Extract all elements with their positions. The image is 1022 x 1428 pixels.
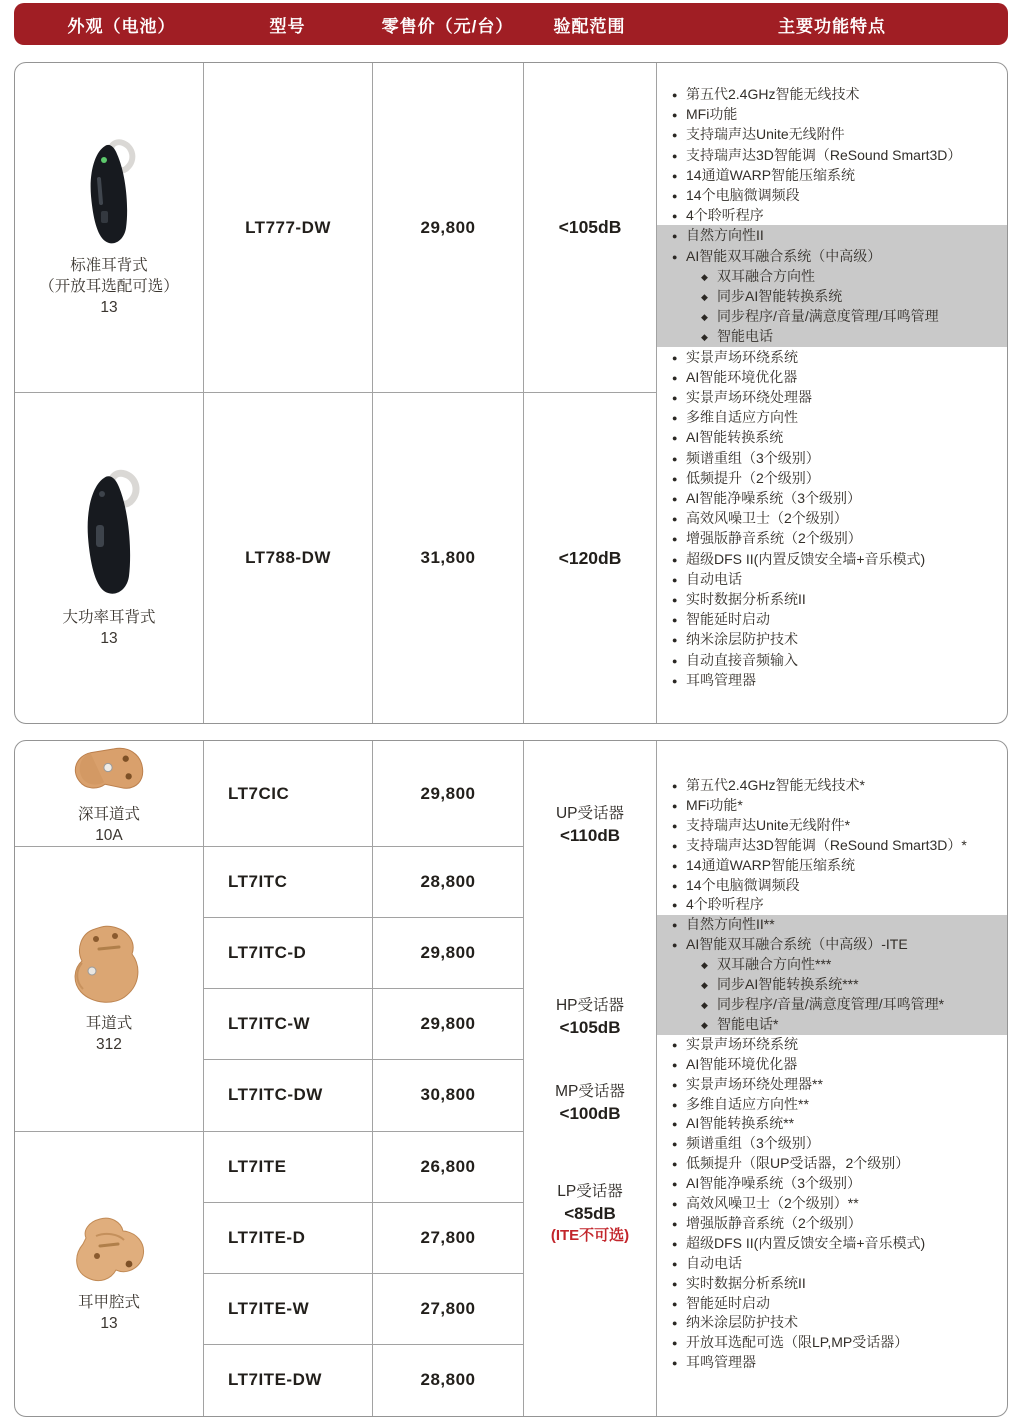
model-number: LT7ITC [228, 872, 288, 892]
retail-price: 29,800 [420, 943, 476, 963]
dot-bullet-icon: ● [672, 393, 678, 404]
feature-item [657, 975, 1007, 995]
diamond-bullet-icon: ◆ [701, 292, 708, 303]
dot-bullet-icon: ● [672, 90, 678, 100]
dot-bullet-icon: ● [672, 1258, 678, 1269]
appearance-label [86, 1013, 133, 1055]
feature-item [657, 796, 1007, 816]
appearance-line: （开放耳选配可选） [39, 278, 179, 295]
dot-bullet-icon: ● [672, 820, 678, 831]
diamond-bullet-icon: ◆ [701, 1019, 708, 1030]
fitting-range-cell [524, 393, 657, 723]
range-group-mp [524, 1081, 656, 1125]
feature-text: 14通道WARP智能压缩系统 [686, 166, 856, 183]
appearance-line: 标准耳背式 [70, 257, 148, 274]
feature-item [657, 1095, 1007, 1115]
feature-text: 智能延时启动 [686, 1294, 770, 1311]
receiver-type: HP受话器 [555, 997, 625, 1014]
header-col-range: 验配范围 [553, 16, 626, 36]
features-list-ite [657, 741, 1007, 1416]
diamond-bullet-icon: ◆ [701, 980, 708, 991]
dot-bullet-icon: ● [672, 110, 678, 121]
feature-item [657, 816, 1007, 836]
feature-text: 智能延时启动 [686, 611, 770, 628]
retail-price: 27,800 [420, 1227, 476, 1247]
feature-item [657, 225, 1007, 245]
appearance-cell-bte-standard [15, 63, 204, 393]
feature-text: 频谱重组（3个级别） [686, 449, 820, 466]
diamond-bullet-icon: ◆ [701, 960, 708, 971]
itc-device-image [63, 923, 155, 1007]
feature-text: 实景声场环绕处理器 [686, 389, 812, 406]
diamond-bullet-icon: ◆ [701, 332, 708, 343]
feature-text: 支持瑞声达Unite无线附件 [686, 126, 845, 143]
model-cell [204, 918, 373, 989]
feature-text: 增强版静音系统（2个级别） [686, 1214, 862, 1231]
dot-bullet-icon: ● [672, 1238, 678, 1249]
price-cell [373, 741, 524, 847]
feature-text: 实景声场环绕系统 [686, 1035, 798, 1052]
dot-bullet-icon: ● [672, 413, 678, 424]
feature-text: 增强版静音系统（2个级别） [686, 530, 862, 547]
fitting-range-value: <100dB [559, 1104, 621, 1123]
feature-text: AI智能双耳融合系统（中高级）-ITE [686, 936, 908, 953]
feature-item [657, 955, 1007, 975]
feature-text: 实时数据分析系统II [686, 1274, 806, 1291]
dot-bullet-icon: ● [672, 251, 678, 262]
feature-item [657, 836, 1007, 856]
dot-bullet-icon: ● [672, 1079, 678, 1090]
feature-item [657, 915, 1007, 935]
feature-text: 智能电话* [717, 1015, 779, 1032]
feature-text: AI智能环境优化器 [686, 1055, 798, 1072]
dot-bullet-icon: ● [672, 635, 678, 646]
feature-item [657, 1214, 1007, 1234]
feature-item [657, 488, 1007, 508]
feature-item [657, 1254, 1007, 1274]
feature-text: 双耳融合方向性 [717, 267, 815, 284]
dot-bullet-icon: ● [672, 595, 678, 606]
retail-price: 28,800 [420, 1370, 476, 1390]
dot-bullet-icon: ● [672, 1318, 678, 1329]
feature-text: 第五代2.4GHz智能无线技术* [686, 777, 865, 793]
receiver-type: UP受话器 [555, 805, 625, 822]
dot-bullet-icon: ● [672, 615, 678, 626]
feature-text: 开放耳选配可选（限LP,MP受话器） [686, 1334, 909, 1351]
dot-bullet-icon: ● [672, 800, 678, 811]
feature-text: 多维自适应方向性** [686, 1095, 809, 1112]
feature-text: 自动电话 [686, 1254, 742, 1271]
feature-text: 实时数据分析系统II [686, 591, 806, 608]
model-cell [204, 1132, 373, 1203]
feature-item [657, 387, 1007, 407]
feature-item [657, 935, 1007, 955]
dot-bullet-icon: ● [672, 1298, 678, 1309]
appearance-cell-cic [15, 741, 204, 847]
feature-item [657, 367, 1007, 387]
feature-item [657, 1234, 1007, 1254]
price-cell [373, 1274, 524, 1345]
feature-text: 自然方向性II** [686, 916, 775, 933]
fitting-range-value: <105dB [558, 217, 622, 237]
feature-item [657, 124, 1007, 144]
price-cell [373, 989, 524, 1060]
dot-bullet-icon: ● [672, 574, 678, 585]
feature-item [657, 876, 1007, 896]
fitting-range-cell [524, 63, 657, 393]
feature-item [657, 895, 1007, 915]
feature-item [657, 427, 1007, 447]
feature-text: 纳米涂层防护技术 [686, 1314, 798, 1331]
feature-item [657, 1174, 1007, 1194]
feature-item [657, 1055, 1007, 1075]
header-col-model: 型号 [269, 16, 306, 36]
appearance-label [78, 1292, 140, 1334]
feature-item [657, 1313, 1007, 1333]
feature-item [657, 650, 1007, 670]
ite-section-panel [14, 740, 1008, 1417]
fitting-range-value: <85dB [564, 1204, 616, 1223]
feature-text: 实景声场环绕处理器** [686, 1075, 823, 1092]
feature-item [657, 448, 1007, 468]
feature-item [657, 995, 1007, 1015]
dot-bullet-icon: ● [672, 940, 678, 951]
price-cell [373, 918, 524, 989]
appearance-cell-itc [15, 847, 204, 1132]
feature-text: 14通道WARP智能压缩系统 [686, 856, 856, 873]
price-cell [373, 847, 524, 918]
feature-item [657, 609, 1007, 629]
model-cell [204, 989, 373, 1060]
dot-bullet-icon: ● [672, 170, 678, 181]
dot-bullet-icon: ● [672, 352, 678, 363]
feature-item [657, 629, 1007, 649]
dot-bullet-icon: ● [672, 211, 678, 222]
feature-item [657, 1353, 1007, 1373]
model-cell [204, 1274, 373, 1345]
feature-item [657, 1194, 1007, 1214]
feature-item [657, 1035, 1007, 1055]
appearance-label [62, 607, 155, 649]
feature-item [657, 528, 1007, 548]
price-cell [373, 1345, 524, 1416]
bte-power-device-image [71, 467, 147, 601]
feature-text: 自然方向性II [686, 227, 764, 244]
diamond-bullet-icon: ◆ [701, 999, 708, 1010]
model-number: LT7ITC-DW [228, 1085, 323, 1105]
feature-item [657, 145, 1007, 165]
feature-text: 同步程序/音量/满意度管理/耳鸣管理* [717, 995, 945, 1012]
feature-item [657, 306, 1007, 326]
feature-item [657, 549, 1007, 569]
feature-item [657, 286, 1007, 306]
dot-bullet-icon: ● [672, 840, 678, 851]
retail-price: 27,800 [420, 1298, 476, 1318]
feature-text: 耳鸣管理器 [686, 671, 756, 688]
battery-size-label: 13 [100, 1314, 118, 1332]
feature-item [657, 1015, 1007, 1035]
feature-text: 高效风噪卫士（2个级别） [686, 510, 848, 527]
feature-item [657, 1333, 1007, 1353]
feature-text: 支持瑞声达3D智能调（ReSound Smart3D） [686, 146, 962, 163]
retail-price: 29,800 [420, 1014, 476, 1034]
retail-price: 31,800 [420, 548, 476, 567]
feature-item [657, 205, 1007, 225]
appearance-label [39, 255, 179, 318]
dot-bullet-icon: ● [672, 1278, 678, 1289]
dot-bullet-icon: ● [672, 860, 678, 871]
model-number: LT7CIC [228, 783, 290, 803]
header-col-appearance: 外观（电池） [67, 16, 176, 36]
model-number: LT788-DW [245, 548, 331, 567]
feature-text: MFi功能 [686, 106, 738, 123]
feature-text: 4个聆听程序 [686, 896, 764, 913]
dot-bullet-icon: ● [672, 1139, 678, 1150]
feature-text: 超级DFS II(内置反馈安全墙+音乐模式) [686, 550, 926, 567]
ite-device-image [66, 1214, 152, 1286]
retail-price: 29,800 [420, 783, 476, 803]
dot-bullet-icon: ● [672, 655, 678, 666]
feature-text: 第五代2.4GHz智能无线技术 [686, 86, 860, 102]
dot-bullet-icon: ● [672, 1119, 678, 1130]
retail-price: 28,800 [420, 872, 476, 892]
feature-text: 4个聆听程序 [686, 207, 764, 224]
dot-bullet-icon: ● [672, 1218, 678, 1229]
model-number: LT7ITE-W [228, 1298, 310, 1318]
model-cell [204, 1203, 373, 1274]
feature-text: 耳鸣管理器 [686, 1354, 756, 1371]
feature-text: 自动直接音频输入 [686, 651, 798, 668]
feature-item [657, 589, 1007, 609]
appearance-line: 耳道式 [85, 1014, 133, 1032]
diamond-bullet-icon: ◆ [701, 312, 708, 323]
feature-item [657, 1294, 1007, 1314]
appearance-line: 大功率耳背式 [62, 609, 156, 626]
receiver-type: MP受话器 [555, 1083, 625, 1100]
feature-item [657, 84, 1007, 104]
bte-section-panel [14, 62, 1008, 724]
feature-item [657, 569, 1007, 589]
dot-bullet-icon: ● [672, 1159, 678, 1170]
range-group-hp [524, 995, 656, 1039]
model-cell [204, 741, 373, 847]
fitting-range-value: <105dB [559, 1018, 621, 1037]
feature-item [657, 1154, 1007, 1174]
dot-bullet-icon: ● [672, 1338, 678, 1349]
model-number: LT7ITE [228, 1156, 287, 1176]
feature-item [657, 347, 1007, 367]
dot-bullet-icon: ● [672, 1039, 678, 1050]
feature-text: 超级DFS II(内置反馈安全墙+音乐模式) [686, 1234, 926, 1251]
receiver-type: LP受话器 [557, 1183, 623, 1200]
feature-text: AI智能净噪系统（3个级别） [686, 1175, 862, 1192]
feature-item [657, 246, 1007, 266]
feature-item [657, 776, 1007, 796]
dot-bullet-icon: ● [672, 433, 678, 444]
diamond-bullet-icon: ◆ [701, 271, 708, 282]
feature-text: 支持瑞声达3D智能调（ReSound Smart3D）* [686, 836, 967, 853]
price-cell [373, 393, 524, 723]
feature-item [657, 407, 1007, 427]
battery-size-label: 13 [100, 630, 118, 647]
model-cell [204, 63, 373, 393]
dot-bullet-icon: ● [672, 900, 678, 911]
feature-text: 14个电脑微调频段 [686, 187, 800, 204]
battery-size-label: 10A [95, 827, 123, 844]
dot-bullet-icon: ● [672, 781, 678, 791]
retail-price: 29,800 [420, 217, 476, 237]
appearance-line: 耳甲腔式 [77, 1293, 140, 1311]
feature-text: 自动电话 [686, 570, 742, 587]
feature-item [657, 508, 1007, 528]
feature-text: AI智能转换系统 [686, 429, 784, 446]
price-cell [373, 1060, 524, 1131]
dot-bullet-icon: ● [672, 130, 678, 141]
feature-item [657, 856, 1007, 876]
dot-bullet-icon: ● [672, 1199, 678, 1210]
dot-bullet-icon: ● [672, 880, 678, 891]
model-number: LT7ITE-D [228, 1227, 306, 1247]
feature-text: 同步AI智能转换系统*** [717, 976, 859, 993]
model-cell [204, 1345, 373, 1416]
feature-text: 支持瑞声达Unite无线附件* [686, 816, 851, 833]
feature-item [657, 266, 1007, 286]
feature-item [657, 185, 1007, 205]
feature-text: 实景声场环绕系统 [686, 348, 798, 365]
range-restriction-note: (ITE不可选) [550, 1227, 630, 1244]
price-cell [373, 63, 524, 393]
model-cell [204, 393, 373, 723]
feature-text: 双耳融合方向性*** [717, 956, 832, 973]
dot-bullet-icon: ● [672, 1358, 678, 1369]
dot-bullet-icon: ● [672, 473, 678, 484]
model-number: LT7ITE-DW [228, 1370, 322, 1390]
feature-item [657, 670, 1007, 690]
cic-device-image [68, 741, 150, 798]
features-list-bte [657, 63, 1007, 723]
feature-text: 低频提升（2个级别） [686, 469, 820, 486]
dot-bullet-icon: ● [672, 150, 678, 161]
header-col-price: 零售价（元/台） [381, 16, 514, 36]
feature-item [657, 468, 1007, 488]
dot-bullet-icon: ● [672, 1179, 678, 1190]
feature-text: AI智能环境优化器 [686, 368, 798, 385]
battery-size-label: 13 [100, 299, 118, 316]
feature-item [657, 1114, 1007, 1134]
price-cell [373, 1203, 524, 1274]
appearance-line: 深耳道式 [77, 806, 140, 823]
model-number: LT777-DW [245, 217, 331, 237]
feature-text: MFi功能* [686, 796, 743, 813]
feature-item [657, 165, 1007, 185]
feature-text: 多维自适应方向性 [686, 409, 798, 426]
dot-bullet-icon: ● [672, 1059, 678, 1070]
feature-text: AI智能双耳融合系统（中高级） [686, 247, 882, 264]
dot-bullet-icon: ● [672, 534, 678, 545]
range-group-up [524, 803, 656, 847]
feature-text: AI智能净噪系统（3个级别） [686, 490, 862, 507]
feature-text: 高效风噪卫士（2个级别）** [686, 1195, 859, 1212]
model-cell [204, 847, 373, 918]
retail-price: 30,800 [420, 1085, 476, 1105]
feature-text: 同步程序/音量/满意度管理/耳鸣管理 [717, 308, 939, 325]
feature-item [657, 1075, 1007, 1095]
appearance-cell-bte-power [15, 393, 204, 723]
dot-bullet-icon: ● [672, 453, 678, 464]
fitting-range-column [524, 741, 657, 1416]
feature-text: 纳米涂层防护技术 [686, 631, 798, 648]
header-col-features: 主要功能特点 [778, 16, 886, 36]
dot-bullet-icon: ● [672, 191, 678, 202]
appearance-cell-ite [15, 1132, 204, 1417]
fitting-range-value: <120dB [558, 547, 622, 568]
retail-price: 26,800 [420, 1156, 476, 1176]
dot-bullet-icon: ● [672, 554, 678, 565]
dot-bullet-icon: ● [672, 514, 678, 525]
feature-item [657, 326, 1007, 346]
feature-text: 低频提升（限UP受话器，2个级别） [686, 1155, 910, 1172]
feature-text: 14个电脑微调频段 [686, 876, 800, 893]
feature-text: AI智能转换系统** [686, 1115, 795, 1132]
dot-bullet-icon: ● [672, 372, 678, 383]
fitting-range-value: <110dB [559, 826, 620, 845]
feature-text: 频谱重组（3个级别） [686, 1135, 820, 1152]
appearance-label [78, 804, 140, 846]
feature-item [657, 1134, 1007, 1154]
price-cell [373, 1132, 524, 1203]
dot-bullet-icon: ● [672, 494, 678, 505]
feature-text: 同步AI智能转换系统 [717, 288, 843, 305]
feature-item [657, 1274, 1007, 1294]
dot-bullet-icon: ● [672, 675, 678, 686]
range-group-lp [524, 1181, 656, 1247]
feature-item [657, 104, 1007, 124]
feature-text: 智能电话 [717, 328, 773, 345]
table-header-bar [14, 3, 1008, 45]
model-cell [204, 1060, 373, 1131]
dot-bullet-icon: ● [672, 1099, 678, 1110]
dot-bullet-icon: ● [672, 920, 678, 931]
battery-size-label: 312 [96, 1035, 122, 1053]
model-number: LT7ITC-D [228, 943, 307, 963]
dot-bullet-icon: ● [672, 231, 678, 242]
model-number: LT7ITC-W [228, 1014, 311, 1034]
bte-standard-device-image [76, 137, 142, 249]
